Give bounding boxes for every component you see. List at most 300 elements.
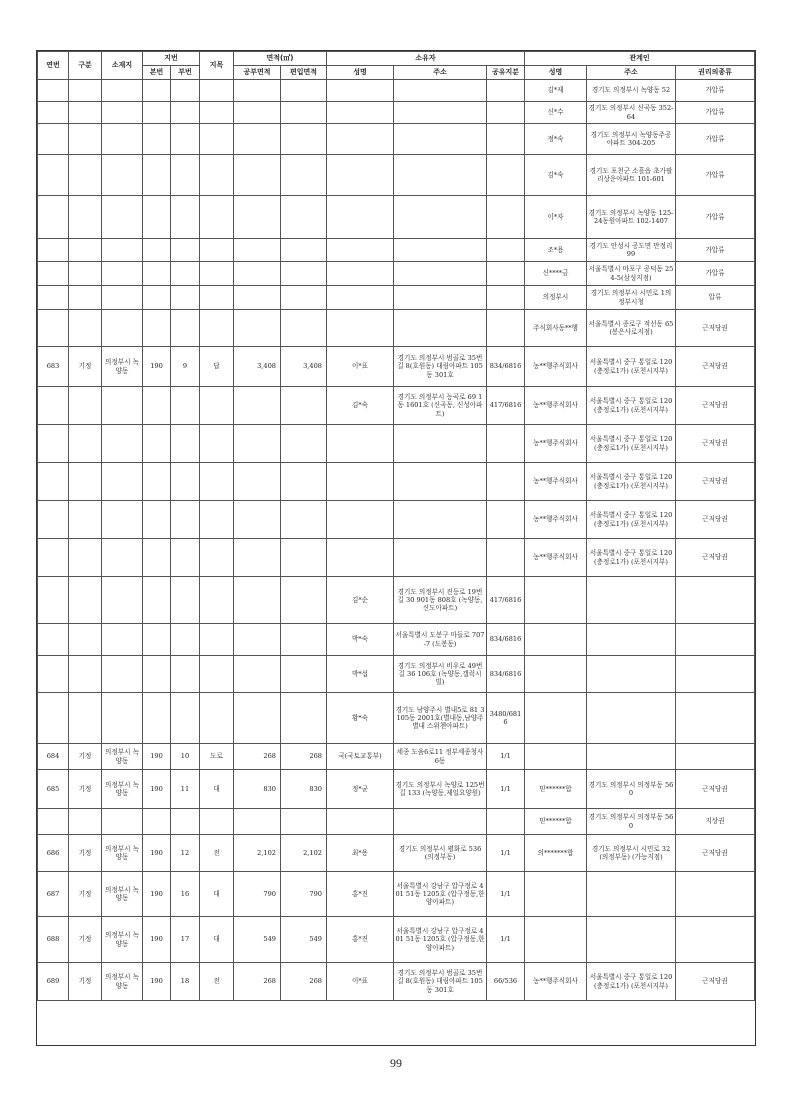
cell-serial: [38, 577, 69, 624]
cell-related-address: [587, 693, 676, 744]
cell-type: [69, 656, 102, 693]
cell-related-address: [587, 917, 676, 963]
cell-right-type: 근저당권: [676, 310, 755, 347]
cell-main-lot: 190: [143, 770, 171, 809]
cell-owner-address: 경기도 의정부시 비우로 49번길 36 106호 (녹양동,갤럭시빌): [394, 656, 487, 693]
cell-public-area: [234, 693, 281, 744]
cell-location: 의정부시 녹양동: [102, 770, 143, 809]
table-row: [38, 387, 755, 425]
cell-related-name: 농**행주식회사: [525, 501, 587, 539]
cell-category: [200, 693, 234, 744]
cell-owner-address: [394, 262, 487, 286]
cell-related-address: 서울특별시 중구 통일로 120 (충정로1가) (포천시지부): [587, 501, 676, 539]
cell-share: [487, 102, 525, 124]
cell-location: [102, 196, 143, 239]
cell-main-lot: [143, 102, 171, 124]
cell-type: 기정: [69, 917, 102, 963]
cell-main-lot: 190: [143, 347, 171, 387]
cell-share: [487, 286, 525, 310]
table-body: [38, 80, 755, 1001]
cell-incorp-area: [281, 80, 327, 102]
cell-location: [102, 624, 143, 656]
cell-category: [200, 387, 234, 425]
cell-category: 대: [200, 917, 234, 963]
cell-owner-name: [327, 463, 394, 501]
cell-main-lot: [143, 262, 171, 286]
cell-type: [69, 809, 102, 835]
cell-right-type: [676, 656, 755, 693]
table-row: [38, 809, 755, 835]
cell-share: [487, 155, 525, 196]
cell-serial: [38, 310, 69, 347]
header-incorp-area: 편입면적: [281, 66, 327, 80]
cell-main-lot: [143, 809, 171, 835]
cell-share: 834/6816: [487, 347, 525, 387]
cell-right-type: [676, 744, 755, 770]
table-row: [38, 425, 755, 463]
cell-related-address: 서울특별시 중구 통일로 120 (충정로1가) (포천시지부): [587, 347, 676, 387]
land-compensation-table: [37, 51, 755, 1001]
cell-incorp-area: 3,408: [281, 347, 327, 387]
header-right: 권리의종류: [676, 66, 755, 80]
cell-sub-lot: 16: [171, 872, 200, 917]
cell-related-name: 농**행주식회사: [525, 539, 587, 577]
cell-owner-name: 김*숙: [327, 387, 394, 425]
cell-sub-lot: [171, 463, 200, 501]
cell-public-area: [234, 286, 281, 310]
cell-main-lot: [143, 80, 171, 102]
cell-owner-address: [394, 80, 487, 102]
table-row: [38, 310, 755, 347]
cell-category: [200, 501, 234, 539]
cell-category: [200, 80, 234, 102]
cell-serial: [38, 196, 69, 239]
cell-right-type: 근저당권: [676, 501, 755, 539]
cell-location: [102, 310, 143, 347]
cell-location: [102, 262, 143, 286]
cell-serial: [38, 425, 69, 463]
header-type: 구분: [69, 52, 102, 80]
cell-type: [69, 286, 102, 310]
cell-related-address: [587, 872, 676, 917]
cell-location: [102, 239, 143, 262]
cell-related-name: 주식회사동**행: [525, 310, 587, 347]
cell-type: [69, 624, 102, 656]
cell-location: [102, 501, 143, 539]
cell-owner-name: 이*표: [327, 347, 394, 387]
cell-owner-name: [327, 809, 394, 835]
cell-share: 1/1: [487, 835, 525, 872]
cell-serial: [38, 539, 69, 577]
cell-type: [69, 196, 102, 239]
cell-public-area: [234, 239, 281, 262]
cell-public-area: 2,102: [234, 835, 281, 872]
cell-owner-name: 최*용: [327, 835, 394, 872]
cell-share: [487, 809, 525, 835]
cell-owner-address: [394, 102, 487, 124]
cell-location: [102, 693, 143, 744]
page-number: 99: [390, 1056, 402, 1070]
cell-related-address: 경기도 의정부시 녹양동 125-24동원아파트 102-1407: [587, 196, 676, 239]
cell-serial: 683: [38, 347, 69, 387]
cell-location: 의정부시 녹양동: [102, 347, 143, 387]
cell-owner-address: 경기도 의정부시 평화로 536 (의정부동): [394, 835, 487, 872]
header-share: 공유지분: [487, 66, 525, 80]
cell-incorp-area: [281, 539, 327, 577]
table-row: [38, 693, 755, 744]
cell-serial: [38, 286, 69, 310]
cell-related-name: 믿******합: [525, 809, 587, 835]
table-row: [38, 463, 755, 501]
cell-right-type: 근저당권: [676, 425, 755, 463]
cell-share: [487, 239, 525, 262]
cell-right-type: 근저당권: [676, 770, 755, 809]
cell-type: [69, 310, 102, 347]
cell-incorp-area: 2,102: [281, 835, 327, 872]
table-row: [38, 770, 755, 809]
cell-public-area: [234, 387, 281, 425]
cell-main-lot: 190: [143, 744, 171, 770]
cell-right-type: 근저당권: [676, 387, 755, 425]
cell-category: 대: [200, 872, 234, 917]
cell-right-type: 가압류: [676, 155, 755, 196]
cell-incorp-area: [281, 239, 327, 262]
cell-main-lot: [143, 239, 171, 262]
header-main: 본번: [143, 66, 171, 80]
cell-owner-name: [327, 262, 394, 286]
table-row: [38, 835, 755, 872]
cell-location: 의정부시 녹양동: [102, 917, 143, 963]
cell-type: [69, 239, 102, 262]
cell-main-lot: [143, 501, 171, 539]
cell-sub-lot: [171, 425, 200, 463]
cell-incorp-area: [281, 624, 327, 656]
cell-main-lot: [143, 310, 171, 347]
cell-serial: 687: [38, 872, 69, 917]
cell-public-area: [234, 80, 281, 102]
cell-public-area: [234, 501, 281, 539]
cell-right-type: 가압류: [676, 102, 755, 124]
cell-main-lot: [143, 624, 171, 656]
cell-sub-lot: [171, 624, 200, 656]
cell-share: 3480/6816: [487, 693, 525, 744]
cell-sub-lot: [171, 693, 200, 744]
cell-incorp-area: [281, 809, 327, 835]
cell-incorp-area: 549: [281, 917, 327, 963]
cell-owner-address: 경기도 의정부시 진등로 19번길 30 901동 808호 (녹양동,신도아파트): [394, 577, 487, 624]
cell-related-name: [525, 693, 587, 744]
cell-serial: [38, 809, 69, 835]
cell-location: [102, 425, 143, 463]
cell-right-type: [676, 624, 755, 656]
cell-share: [487, 80, 525, 102]
cell-related-address: 경기도 의정부시 의정부동 560: [587, 770, 676, 809]
cell-type: [69, 155, 102, 196]
header-location: 소재지: [102, 52, 143, 80]
cell-sub-lot: [171, 501, 200, 539]
cell-location: 의정부시 녹양동: [102, 744, 143, 770]
table-row: [38, 262, 755, 286]
cell-share: [487, 262, 525, 286]
cell-public-area: [234, 539, 281, 577]
cell-location: [102, 809, 143, 835]
table-row: [38, 80, 755, 102]
cell-public-area: [234, 425, 281, 463]
cell-type: 기정: [69, 963, 102, 1001]
cell-owner-name: [327, 124, 394, 155]
cell-related-address: 서울특별시 중구 통일로 120 (충정로1가) (포천시지부): [587, 463, 676, 501]
cell-related-address: [587, 744, 676, 770]
cell-serial: [38, 501, 69, 539]
cell-owner-name: [327, 286, 394, 310]
cell-type: [69, 693, 102, 744]
table-row: [38, 286, 755, 310]
cell-incorp-area: 790: [281, 872, 327, 917]
cell-type: 기정: [69, 744, 102, 770]
cell-owner-address: [394, 539, 487, 577]
cell-owner-name: 홍*진: [327, 917, 394, 963]
cell-category: [200, 286, 234, 310]
cell-sub-lot: [171, 286, 200, 310]
cell-share: 1/1: [487, 872, 525, 917]
cell-sub-lot: 17: [171, 917, 200, 963]
table-row: [38, 744, 755, 770]
table-row: [38, 155, 755, 196]
cell-incorp-area: [281, 387, 327, 425]
cell-main-lot: [143, 425, 171, 463]
cell-owner-name: [327, 539, 394, 577]
cell-incorp-area: [281, 310, 327, 347]
cell-public-area: [234, 577, 281, 624]
cell-serial: 689: [38, 963, 69, 1001]
cell-right-type: [676, 872, 755, 917]
cell-related-address: 경기도 의정부시 신곡동 352-64: [587, 102, 676, 124]
cell-share: 834/6816: [487, 656, 525, 693]
cell-right-type: 가압류: [676, 239, 755, 262]
cell-main-lot: [143, 286, 171, 310]
cell-owner-address: 서울특별시 도봉구 마들로 707-7 (도봉동): [394, 624, 487, 656]
cell-sub-lot: [171, 310, 200, 347]
cell-type: [69, 539, 102, 577]
cell-related-name: 의정부시: [525, 286, 587, 310]
cell-related-name: 의*******합: [525, 835, 587, 872]
cell-main-lot: 190: [143, 963, 171, 1001]
cell-related-address: 서울특별시 중구 통일로 120 (충정로1가) (포천시지부): [587, 387, 676, 425]
cell-related-name: 이*자: [525, 196, 587, 239]
cell-serial: [38, 102, 69, 124]
cell-related-name: 농**행주식회사: [525, 347, 587, 387]
cell-sub-lot: 10: [171, 744, 200, 770]
cell-incorp-area: [281, 463, 327, 501]
cell-sub-lot: [171, 239, 200, 262]
cell-serial: [38, 656, 69, 693]
cell-sub-lot: [171, 80, 200, 102]
cell-owner-address: 경기도 남양주시 별내5로 81 3105동 2001호(별내동,남양주 별내 스위첸아파트): [394, 693, 487, 744]
cell-type: 기정: [69, 872, 102, 917]
cell-owner-address: [394, 196, 487, 239]
cell-related-address: 경기도 의정부시 시민로 32(의정부동) (가능지점): [587, 835, 676, 872]
cell-owner-name: 김*순: [327, 577, 394, 624]
cell-public-area: [234, 624, 281, 656]
cell-main-lot: 190: [143, 917, 171, 963]
header-lot: 지번: [143, 52, 200, 66]
cell-owner-name: 박*섭: [327, 656, 394, 693]
cell-related-name: 농**행주식회사: [525, 463, 587, 501]
cell-share: 417/6816: [487, 577, 525, 624]
table-row: [38, 102, 755, 124]
table-row: [38, 124, 755, 155]
cell-sub-lot: [171, 155, 200, 196]
cell-public-area: [234, 262, 281, 286]
cell-related-name: [525, 917, 587, 963]
cell-related-address: 경기도 포천군 소흘읍 초가팔리상운아파트 101-601: [587, 155, 676, 196]
cell-incorp-area: 268: [281, 963, 327, 1001]
cell-category: 전: [200, 963, 234, 1001]
cell-sub-lot: [171, 577, 200, 624]
cell-related-address: 서울특별시 마포구 공덕동 254-5(삼성지점): [587, 262, 676, 286]
cell-location: 의정부시 녹양동: [102, 835, 143, 872]
cell-incorp-area: [281, 501, 327, 539]
cell-category: [200, 155, 234, 196]
cell-sub-lot: 18: [171, 963, 200, 1001]
cell-type: [69, 387, 102, 425]
cell-related-address: [587, 656, 676, 693]
cell-public-area: [234, 102, 281, 124]
cell-owner-name: 황*숙: [327, 693, 394, 744]
cell-public-area: 268: [234, 744, 281, 770]
cell-incorp-area: 830: [281, 770, 327, 809]
cell-share: [487, 425, 525, 463]
cell-category: [200, 196, 234, 239]
cell-location: [102, 387, 143, 425]
cell-sub-lot: [171, 262, 200, 286]
cell-related-name: [525, 656, 587, 693]
cell-serial: [38, 387, 69, 425]
cell-public-area: 268: [234, 963, 281, 1001]
cell-serial: [38, 124, 69, 155]
cell-related-name: [525, 872, 587, 917]
cell-right-type: [676, 693, 755, 744]
cell-main-lot: 190: [143, 835, 171, 872]
cell-category: 전: [200, 835, 234, 872]
cell-right-type: 근저당권: [676, 539, 755, 577]
table-row: [38, 239, 755, 262]
cell-location: [102, 577, 143, 624]
cell-category: [200, 262, 234, 286]
cell-serial: 684: [38, 744, 69, 770]
cell-right-type: 가압류: [676, 262, 755, 286]
cell-sub-lot: 11: [171, 770, 200, 809]
cell-location: 의정부시 녹양동: [102, 872, 143, 917]
cell-share: 1/1: [487, 744, 525, 770]
cell-related-name: [525, 744, 587, 770]
cell-share: 66/536: [487, 963, 525, 1001]
cell-related-address: [587, 577, 676, 624]
cell-sub-lot: [171, 196, 200, 239]
cell-sub-lot: 9: [171, 347, 200, 387]
table-row: [38, 501, 755, 539]
cell-public-area: 3,408: [234, 347, 281, 387]
cell-owner-address: [394, 124, 487, 155]
cell-category: [200, 239, 234, 262]
cell-public-area: [234, 196, 281, 239]
cell-owner-name: [327, 196, 394, 239]
cell-incorp-area: [281, 196, 327, 239]
cell-incorp-area: [281, 577, 327, 624]
cell-related-name: 신*수: [525, 102, 587, 124]
cell-category: 답: [200, 347, 234, 387]
header-owner-address: 주소: [394, 66, 487, 80]
cell-public-area: 549: [234, 917, 281, 963]
cell-public-area: [234, 809, 281, 835]
cell-main-lot: [143, 155, 171, 196]
cell-related-name: [525, 624, 587, 656]
header-related-name: 성명: [525, 66, 587, 80]
cell-main-lot: [143, 124, 171, 155]
header-related-address: 주소: [587, 66, 676, 80]
cell-location: [102, 463, 143, 501]
cell-owner-address: [394, 239, 487, 262]
cell-category: 도로: [200, 744, 234, 770]
table-row: [38, 963, 755, 1001]
cell-right-type: 근저당권: [676, 463, 755, 501]
cell-category: [200, 463, 234, 501]
cell-type: 기정: [69, 770, 102, 809]
cell-type: 기정: [69, 347, 102, 387]
cell-incorp-area: [281, 124, 327, 155]
cell-category: [200, 577, 234, 624]
cell-location: [102, 539, 143, 577]
cell-category: [200, 310, 234, 347]
header-serial: 연번: [38, 52, 69, 80]
cell-owner-name: [327, 102, 394, 124]
cell-owner-address: 경기도 의정부시 능곡로 69 1동 1601호 (신곡동, 신성아파트): [394, 387, 487, 425]
header-category: 지목: [200, 52, 234, 80]
cell-incorp-area: [281, 102, 327, 124]
cell-main-lot: [143, 656, 171, 693]
cell-share: 834/6816: [487, 624, 525, 656]
cell-owner-address: [394, 809, 487, 835]
cell-main-lot: [143, 463, 171, 501]
cell-sub-lot: [171, 387, 200, 425]
cell-public-area: [234, 656, 281, 693]
cell-main-lot: [143, 196, 171, 239]
cell-main-lot: 190: [143, 872, 171, 917]
cell-owner-name: 홍*진: [327, 872, 394, 917]
cell-type: [69, 425, 102, 463]
cell-related-name: 김*재: [525, 80, 587, 102]
header-sub: 부번: [171, 66, 200, 80]
cell-share: 1/1: [487, 770, 525, 809]
cell-location: 의정부시 녹양동: [102, 963, 143, 1001]
cell-owner-name: [327, 155, 394, 196]
cell-related-name: 김*숙: [525, 155, 587, 196]
cell-incorp-area: [281, 425, 327, 463]
cell-owner-address: 서울특별시 강남구 압구정로 401 51동 1205호 (압구정동,한양아파트): [394, 872, 487, 917]
cell-sub-lot: [171, 656, 200, 693]
header-owner-name: 성명: [327, 66, 394, 80]
cell-public-area: [234, 463, 281, 501]
cell-location: [102, 656, 143, 693]
cell-right-type: 지상권: [676, 809, 755, 835]
cell-related-address: 경기도 의정부시 녹양동주공아파트 304-205: [587, 124, 676, 155]
cell-related-name: 농**행주식회사: [525, 425, 587, 463]
cell-sub-lot: [171, 809, 200, 835]
cell-serial: [38, 155, 69, 196]
cell-owner-address: [394, 286, 487, 310]
cell-owner-address: 세종 도움6로11 정부세종청사 6동: [394, 744, 487, 770]
cell-related-address: 경기도 의정부시 시민로 1의정부시청: [587, 286, 676, 310]
